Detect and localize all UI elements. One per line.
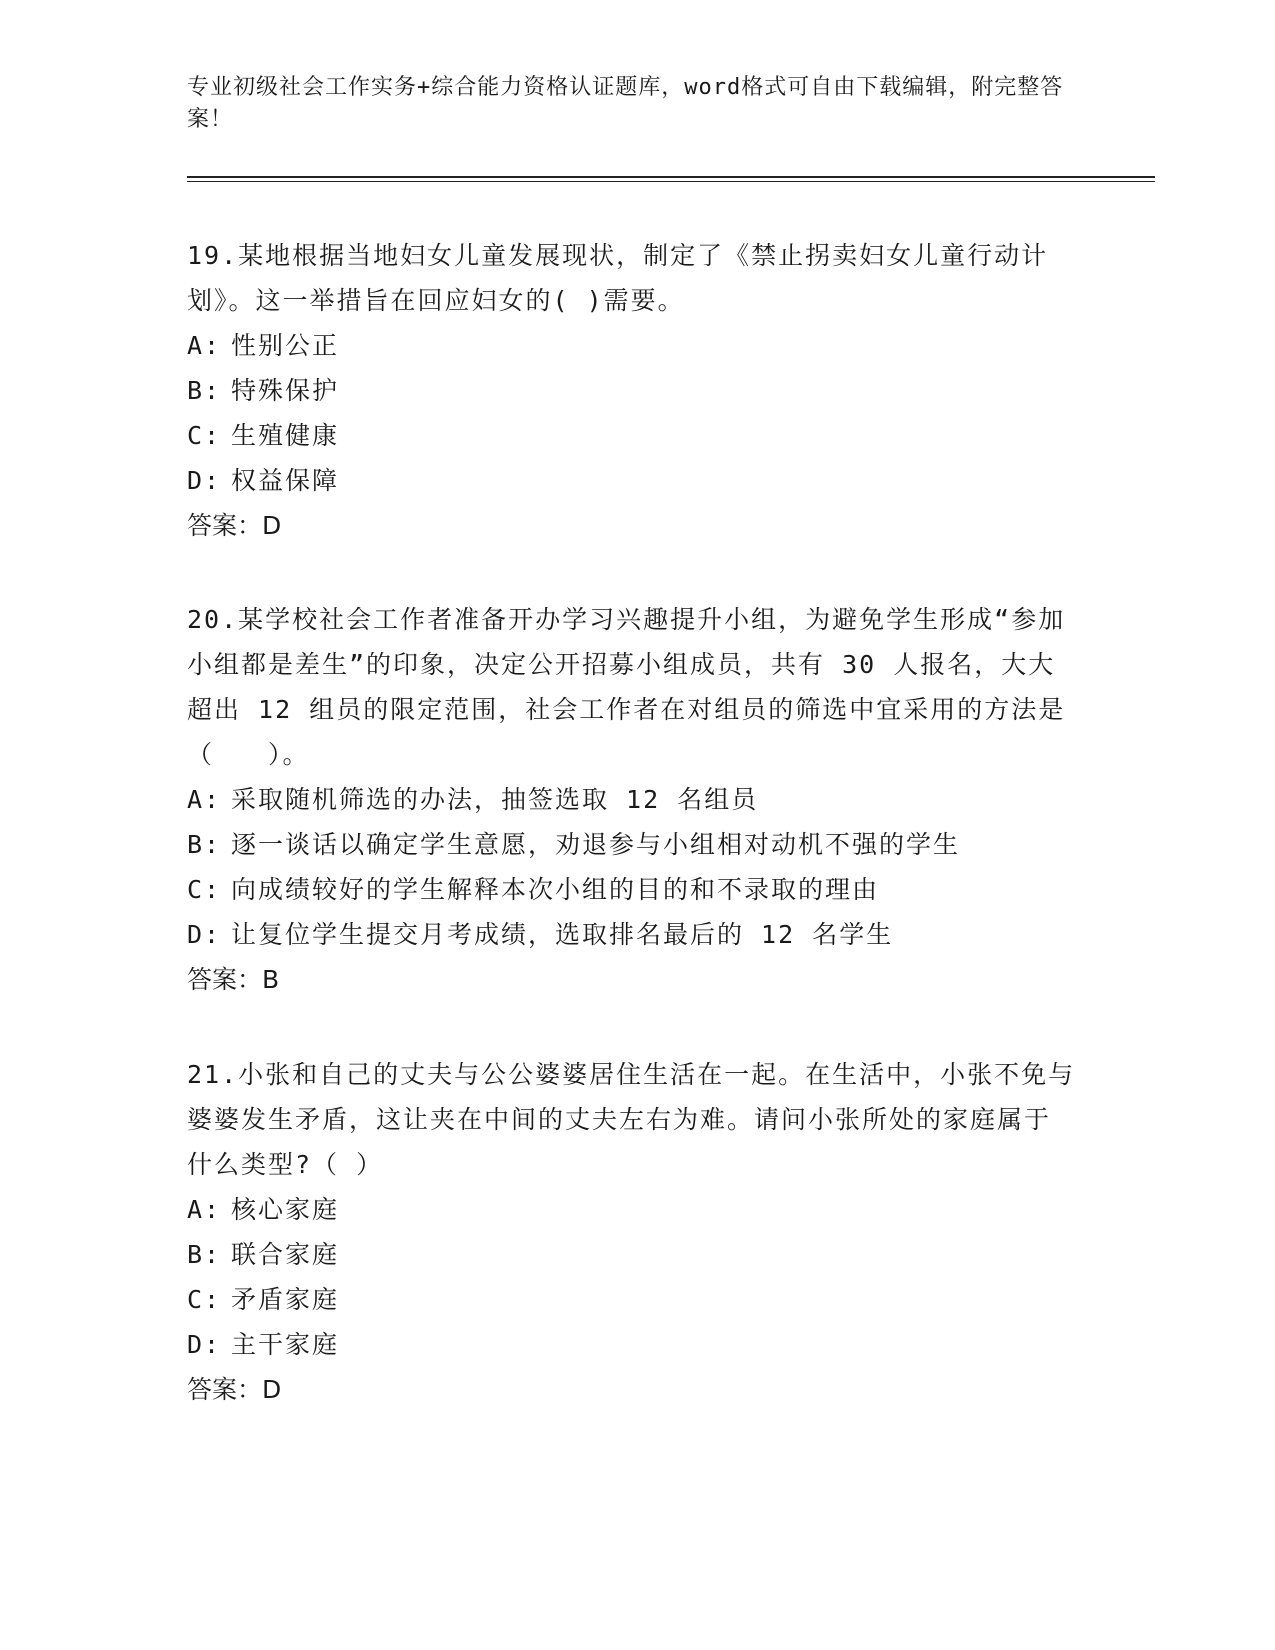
- option-key: D:: [187, 1330, 222, 1359]
- option-d: [187, 458, 1077, 503]
- option-d: [187, 1322, 1077, 1367]
- header-divider-thin: [187, 181, 1155, 182]
- option-b: [187, 822, 1077, 867]
- option-c: [187, 867, 1077, 912]
- option-key: D:: [187, 920, 222, 949]
- option-c: [187, 1277, 1077, 1322]
- option-key: B:: [187, 830, 222, 859]
- answer-line: 答案：B: [187, 965, 280, 994]
- option-text: 向成绩较好的学生解释本次小组的目的和不录取的理由: [231, 875, 880, 904]
- option-key: B:: [187, 1240, 222, 1269]
- question-19: [187, 233, 1077, 548]
- option-text: 权益保障: [231, 466, 340, 495]
- option-a: [187, 323, 1077, 368]
- option-key: A:: [187, 331, 222, 360]
- answer-line: 答案：D: [187, 511, 282, 540]
- option-key: C:: [187, 421, 222, 450]
- option-b: [187, 1232, 1077, 1277]
- option-d: [187, 912, 1077, 957]
- option-key: C:: [187, 1285, 222, 1314]
- question-20: [187, 597, 1077, 1002]
- option-text: 生殖健康: [231, 421, 340, 450]
- option-text: 核心家庭: [231, 1195, 340, 1224]
- option-text: 逐一谈话以确定学生意愿，劝退参与小组相对动机不强的学生: [231, 830, 961, 859]
- option-key: D:: [187, 466, 222, 495]
- answer-line: 答案：D: [187, 1375, 282, 1404]
- option-text: 采取随机筛选的办法，抽签选取 12 名组员: [231, 785, 759, 814]
- question-stem: 20.某学校社会工作者准备开办学习兴趣提升小组，为避免学生形成“参加小组都是差生”的印象，决定公开招募小组成员，共有 30 人报名，大大超出 12 组员的限定范围，社会工作者在对组员的筛选中宜采用的方法是（ ）。: [187, 605, 1066, 769]
- document-header: 专业初级社会工作实务+综合能力资格认证题库，word格式可自由下载编辑，附完整答案！: [187, 75, 1064, 132]
- option-text: 让复位学生提交月考成绩，选取排名最后的 12 名学生: [231, 920, 894, 949]
- option-key: A:: [187, 785, 222, 814]
- question-stem: 19.某地根据当地妇女儿童发展现状，制定了《禁止拐卖妇女儿童行动计划》。这一举措旨在回应妇女的( )需要。: [187, 241, 1049, 315]
- option-a: [187, 777, 1077, 822]
- header-divider-thick: [187, 176, 1155, 178]
- option-text: 矛盾家庭: [231, 1285, 340, 1314]
- option-text: 联合家庭: [231, 1240, 340, 1269]
- option-text: 主干家庭: [231, 1330, 340, 1359]
- option-text: 性别公正: [231, 331, 340, 360]
- option-key: B:: [187, 376, 222, 405]
- option-b: [187, 368, 1077, 413]
- question-stem: 21.小张和自己的丈夫与公公婆婆居住生活在一起。在生活中，小张不免与婆婆发生矛盾，这让夹在中间的丈夫左右为难。请问小张所处的家庭属于什么类型?（ ）: [187, 1060, 1076, 1179]
- option-key: C:: [187, 875, 222, 904]
- option-text: 特殊保护: [231, 376, 340, 405]
- question-21: [187, 1052, 1077, 1412]
- option-a: [187, 1187, 1077, 1232]
- option-key: A:: [187, 1195, 222, 1224]
- option-c: [187, 413, 1077, 458]
